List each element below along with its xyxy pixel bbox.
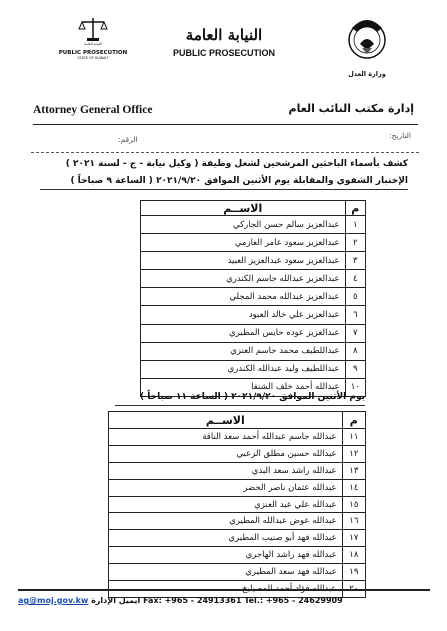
table-row bbox=[109, 429, 366, 446]
row-number: ٩ bbox=[345, 360, 365, 378]
session1-title: الإختبار الشفوي والمقابلة يوم الأثنين الموافق ٢٠٢١/٩/٢٠ ( الساعة ٩ صباحاً ) bbox=[70, 176, 408, 186]
table-header-row bbox=[109, 412, 366, 429]
table-row bbox=[141, 306, 366, 324]
candidate-name: عبدالعزيز عبدالله محمد المجلي bbox=[141, 288, 346, 306]
table-row bbox=[109, 530, 366, 547]
candidate-name: عبدالعزيز عوده حايس المطيري bbox=[141, 324, 346, 342]
table-row bbox=[109, 496, 366, 513]
row-number: ١٦ bbox=[342, 513, 365, 530]
office-arabic: إدارة مكتب النائب العام bbox=[288, 102, 414, 115]
footer-divider bbox=[18, 589, 430, 591]
table-header-row bbox=[141, 201, 366, 216]
row-number: ١٤ bbox=[342, 479, 365, 496]
kuwait-emblem bbox=[342, 14, 392, 86]
candidate-name: عبداللطيف محمد جاسم العنزي bbox=[141, 342, 346, 360]
row-number: ١١ bbox=[342, 429, 365, 446]
table-row bbox=[141, 234, 366, 252]
candidate-name: عبدالله راشد سعد البدي bbox=[109, 462, 343, 479]
candidate-name: عبدالله فهد أبو صنيب المطيري bbox=[109, 530, 343, 547]
table-row bbox=[141, 360, 366, 378]
table-row bbox=[109, 445, 366, 462]
candidate-name: عبدالعزيز عبدالله جاسم الكندري bbox=[141, 270, 346, 288]
table-row bbox=[141, 324, 366, 342]
table-row bbox=[141, 342, 366, 360]
center-logo-english: PUBLIC PROSECUTION bbox=[172, 48, 275, 58]
candidate-name: عبدالله عوض عبدالله المطيري bbox=[109, 513, 343, 530]
candidate-name: عبدالعزيز سالم حسن الجاركي bbox=[141, 216, 346, 234]
row-number: ٨ bbox=[345, 342, 365, 360]
candidate-name: عبدالعزيز سعود عبدالعزيز العبيد bbox=[141, 252, 346, 270]
table-row bbox=[109, 564, 366, 581]
table-row bbox=[109, 462, 366, 479]
ref-label: الرقم: bbox=[118, 135, 138, 144]
row-number: ٧ bbox=[345, 324, 365, 342]
date-label: التاريخ: bbox=[389, 131, 411, 140]
row-number: ١٢ bbox=[342, 445, 365, 462]
row-number: ٥ bbox=[345, 288, 365, 306]
candidate-name: عبدالله جاسم عبدالله أحمد سعد الناقة bbox=[109, 429, 343, 446]
candidate-name: عبدالعزيز علي خالد العبود bbox=[141, 306, 346, 324]
row-number: ٢ bbox=[345, 234, 365, 252]
name-header: الاســم bbox=[141, 201, 346, 216]
candidate-name: عبدالله فهد راشد الهاجري bbox=[109, 547, 343, 564]
row-number: ١٥ bbox=[342, 496, 365, 513]
candidate-name: عبدالله أحمد خلف الشنفا bbox=[141, 378, 346, 396]
session1-underline bbox=[40, 189, 408, 190]
num-header: م bbox=[345, 201, 365, 216]
candidate-name: عبدالله عثمان ناصر الخضر bbox=[109, 479, 343, 496]
num-header: م bbox=[342, 412, 365, 429]
row-number: ١٣ bbox=[342, 462, 365, 479]
falcon-emblem-icon bbox=[344, 14, 390, 64]
left-logo-sub: STATE OF KUWAIT bbox=[77, 56, 109, 60]
candidate-name: عبدالله علي عيد العنزي bbox=[109, 496, 343, 513]
table-row bbox=[141, 216, 366, 234]
candidates-table-2 bbox=[108, 411, 366, 598]
footer bbox=[18, 596, 430, 605]
left-logo-arabic: النيابة العامة bbox=[84, 42, 102, 46]
session2-title: يوم الأثنين الموافق ٢٠٢١/٩/٢٠ ( الساعة ١١ صباحاً ) bbox=[139, 392, 365, 402]
scales-icon bbox=[78, 16, 108, 42]
header-divider bbox=[33, 124, 418, 125]
row-number: ٤ bbox=[345, 270, 365, 288]
row-number: ١٩ bbox=[342, 564, 365, 581]
email-label: ايميل الإدارة bbox=[91, 596, 141, 605]
left-logo-title: PUBLIC PROSECUTION bbox=[58, 50, 128, 56]
center-logo bbox=[172, 26, 276, 76]
candidate-name: عبداللطيف وليد عبدالله الكندري bbox=[141, 360, 346, 378]
candidates-table-1 bbox=[140, 200, 366, 397]
row-number: ١٨ bbox=[342, 547, 365, 564]
row-number: ٣ bbox=[345, 252, 365, 270]
candidate-name: عبدالله فهد سعد المطيري bbox=[109, 564, 343, 581]
office-english: Attorney General Office bbox=[33, 104, 153, 116]
table-row bbox=[109, 479, 366, 496]
center-logo-arabic: النيابة العامة bbox=[185, 26, 263, 44]
public-prosecution-logo bbox=[58, 16, 128, 74]
row-number: ١٠ bbox=[345, 378, 365, 396]
row-number: ٦ bbox=[345, 306, 365, 324]
ministry-label: وزارة العدل bbox=[348, 70, 386, 78]
table-row bbox=[141, 252, 366, 270]
row-number: ١٧ bbox=[342, 530, 365, 547]
table-row bbox=[141, 288, 366, 306]
tel-number: Tel.: +965 - 24629909 bbox=[244, 596, 343, 605]
table-row bbox=[109, 513, 366, 530]
document-title: كشف بأسماء الباحثين المرشحين لشغل وظيفة ( وكيل نيابة - ج - لسنة ٢٠٢١ ) bbox=[65, 159, 408, 169]
table-row bbox=[109, 547, 366, 564]
name-header: الاســم bbox=[109, 412, 343, 429]
row-number: ١ bbox=[345, 216, 365, 234]
session2-underline bbox=[115, 405, 365, 406]
fax-number: Fax: +965 - 24913361 bbox=[143, 596, 242, 605]
candidate-name: عبدالله حسين مطلق الزعبي bbox=[109, 445, 343, 462]
email-link[interactable]: ag@moj.gov.kw bbox=[18, 596, 89, 605]
candidate-name: عبدالعزيز سعود عامر العازمي bbox=[141, 234, 346, 252]
dashed-divider bbox=[31, 152, 419, 153]
table-row bbox=[141, 270, 366, 288]
